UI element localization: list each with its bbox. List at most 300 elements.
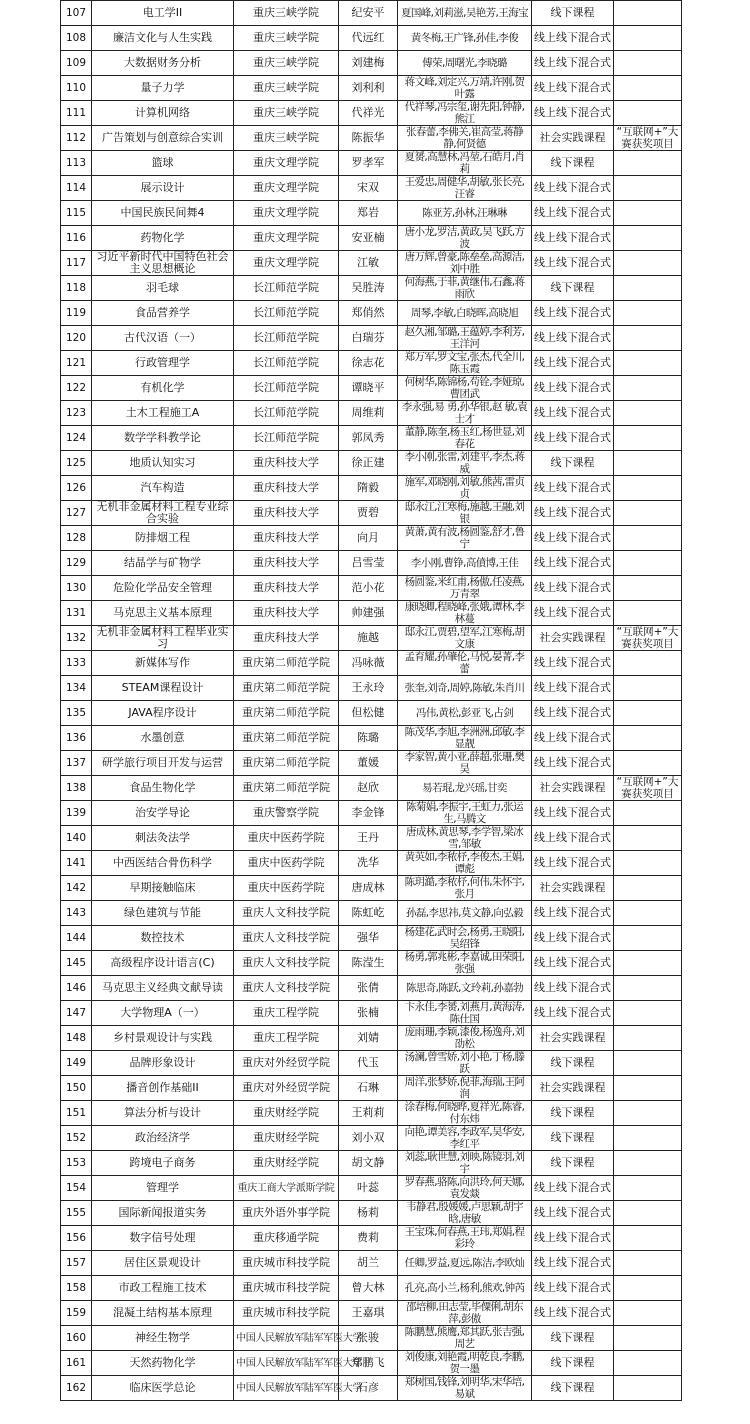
course-name-cell: 篮球 — [92, 151, 234, 176]
row-number-cell: 129 — [61, 551, 92, 576]
course-leader-cell: 徐正建 — [339, 451, 398, 476]
table-row — [61, 1, 682, 26]
remark-cell — [614, 26, 682, 51]
school-name-cell: 重庆第二师范学院 — [234, 651, 339, 676]
row-number-cell: 139 — [61, 801, 92, 826]
school-name-cell: 长江师范学院 — [234, 326, 339, 351]
course-leader-cell: 张楠 — [339, 1001, 398, 1026]
course-name-cell: 电工学II — [92, 1, 234, 26]
course-name-cell: 新媒体写作 — [92, 651, 234, 676]
school-name-cell: 重庆对外经贸学院 — [234, 1051, 339, 1076]
course-type-cell: 线上线下混合式 — [532, 376, 614, 401]
course-name-cell: 行政管理学 — [92, 351, 234, 376]
remark-cell — [614, 901, 682, 926]
table-row — [61, 1201, 682, 1226]
row-number-cell: 138 — [61, 776, 92, 801]
course-type-cell: 线上线下混合式 — [532, 651, 614, 676]
course-leader-cell: 刘建梅 — [339, 51, 398, 76]
table-row — [61, 976, 682, 1001]
remark-cell — [614, 701, 682, 726]
row-number-cell: 109 — [61, 51, 92, 76]
row-number-cell: 107 — [61, 1, 92, 26]
table-row — [61, 851, 682, 876]
team-members-cell: 杨勇,郭兆彬,李嘉诚,田荣阳,张强 — [398, 951, 532, 976]
course-type-cell: 线上线下混合式 — [532, 826, 614, 851]
course-leader-cell: 董媛 — [339, 751, 398, 776]
remark-cell — [614, 151, 682, 176]
row-number-cell: 136 — [61, 726, 92, 751]
remark-cell — [614, 1101, 682, 1126]
course-leader-cell: 白瑞芬 — [339, 326, 398, 351]
table-row — [61, 676, 682, 701]
course-leader-cell: 李金锋 — [339, 801, 398, 826]
remark-cell — [614, 801, 682, 826]
row-number-cell: 146 — [61, 976, 92, 1001]
remark-cell — [614, 1051, 682, 1076]
course-name-cell: 市政工程施工技术 — [92, 1276, 234, 1301]
course-type-cell: 线下课程 — [532, 1151, 614, 1176]
course-name-cell: 早期接触临床 — [92, 876, 234, 901]
team-members-cell: 黄冬梅,王广锋,孙佳,李俊 — [398, 26, 532, 51]
course-leader-cell: 陈滢生 — [339, 951, 398, 976]
course-name-cell: 展示设计 — [92, 176, 234, 201]
course-type-cell: 线下课程 — [532, 151, 614, 176]
course-leader-cell: 徐志花 — [339, 351, 398, 376]
course-leader-cell: 曾大林 — [339, 1276, 398, 1301]
remark-cell — [614, 1151, 682, 1176]
remark-cell — [614, 226, 682, 251]
course-type-cell: 线上线下混合式 — [532, 951, 614, 976]
course-type-cell: 线上线下混合式 — [532, 426, 614, 451]
table-row — [61, 1276, 682, 1301]
row-number-cell: 155 — [61, 1201, 92, 1226]
course-table — [60, 0, 682, 1401]
school-name-cell: 重庆科技大学 — [234, 476, 339, 501]
course-name-cell: 中国民族民间舞4 — [92, 201, 234, 226]
table-row — [61, 876, 682, 901]
table-row — [61, 26, 682, 51]
course-leader-cell: 吕雪莹 — [339, 551, 398, 576]
team-members-cell: 韦静君,殷媛媛,卢思颖,胡宇晗,唐敏 — [398, 1201, 532, 1226]
course-name-cell: 汽车构造 — [92, 476, 234, 501]
school-name-cell: 重庆工商大学派斯学院 — [234, 1176, 339, 1201]
team-members-cell: 董静,陈奎,杨玉红,杨世显,刘春花 — [398, 426, 532, 451]
course-type-cell: 线上线下混合式 — [532, 926, 614, 951]
course-leader-cell: 强华 — [339, 926, 398, 951]
school-name-cell: 长江师范学院 — [234, 401, 339, 426]
school-name-cell: 重庆第二师范学院 — [234, 726, 339, 751]
school-name-cell: 重庆财经学院 — [234, 1151, 339, 1176]
school-name-cell: 重庆科技大学 — [234, 576, 339, 601]
school-name-cell: 重庆科技大学 — [234, 451, 339, 476]
remark-cell — [614, 326, 682, 351]
course-type-cell: 线下课程 — [532, 276, 614, 301]
remark-cell — [614, 426, 682, 451]
remark-cell — [614, 1, 682, 26]
team-members-cell: 孟育耀,孙肇伦,马悦,晏菁,李蕾 — [398, 651, 532, 676]
table-row — [61, 326, 682, 351]
course-name-cell: 无机非金属材料工程毕业实习 — [92, 626, 234, 651]
course-name-cell: 防排烟工程 — [92, 526, 234, 551]
row-number-cell: 124 — [61, 426, 92, 451]
school-name-cell: 重庆中医药学院 — [234, 826, 339, 851]
course-type-cell: 社会实践课程 — [532, 1026, 614, 1051]
course-name-cell: 食品营养学 — [92, 301, 234, 326]
remark-cell — [614, 201, 682, 226]
school-name-cell: 重庆城市科技学院 — [234, 1251, 339, 1276]
remark-cell — [614, 526, 682, 551]
table-row — [61, 1176, 682, 1201]
remark-cell — [614, 1301, 682, 1326]
team-members-cell: 任卿,罗益,夏远,陈洁,李欧灿 — [398, 1251, 532, 1276]
course-name-cell: 居住区景观设计 — [92, 1251, 234, 1276]
course-type-cell: 线上线下混合式 — [532, 1251, 614, 1276]
remark-cell — [614, 1176, 682, 1201]
table-row — [61, 301, 682, 326]
table-row — [61, 351, 682, 376]
course-leader-cell: 郭凤秀 — [339, 426, 398, 451]
team-members-cell: 蒋文峰,刘定兴,万靖,许刚,贺叶露 — [398, 76, 532, 101]
school-name-cell: 重庆科技大学 — [234, 551, 339, 576]
team-members-cell: 何树华,陈锦杨,苟铨,李娅琼,曹团武 — [398, 376, 532, 401]
course-leader-cell: 陈璐 — [339, 726, 398, 751]
table-row — [61, 901, 682, 926]
row-number-cell: 162 — [61, 1376, 92, 1401]
remark-cell — [614, 951, 682, 976]
team-members-cell: 代祥琴,冯宗玺,谢先阳,钟静,熊江 — [398, 101, 532, 126]
course-name-cell: 食品生物化学 — [92, 776, 234, 801]
table-row — [61, 101, 682, 126]
row-number-cell: 137 — [61, 751, 92, 776]
row-number-cell: 120 — [61, 326, 92, 351]
course-type-cell: 线下课程 — [532, 1, 614, 26]
course-type-cell: 线上线下混合式 — [532, 1301, 614, 1326]
table-row — [61, 576, 682, 601]
school-name-cell: 重庆科技大学 — [234, 601, 339, 626]
course-leader-cell: 冯咏薇 — [339, 651, 398, 676]
remark-cell — [614, 751, 682, 776]
course-name-cell: 廉洁文化与人生实践 — [92, 26, 234, 51]
table-row — [61, 951, 682, 976]
row-number-cell: 161 — [61, 1351, 92, 1376]
school-name-cell: 重庆财经学院 — [234, 1101, 339, 1126]
school-name-cell: 长江师范学院 — [234, 426, 339, 451]
row-number-cell: 160 — [61, 1326, 92, 1351]
school-name-cell: 重庆三峡学院 — [234, 51, 339, 76]
remark-cell — [614, 1376, 682, 1401]
school-name-cell: 重庆工程学院 — [234, 1026, 339, 1051]
course-name-cell: 研学旅行项目开发与运营 — [92, 751, 234, 776]
remark-cell — [614, 451, 682, 476]
course-name-cell: 天然药物化学 — [92, 1351, 234, 1376]
team-members-cell: 黄英如,李秾杼,李俊杰,王娟,谭彪 — [398, 851, 532, 876]
table-row — [61, 1126, 682, 1151]
table-row — [61, 226, 682, 251]
row-number-cell: 110 — [61, 76, 92, 101]
course-type-cell: 线上线下混合式 — [532, 851, 614, 876]
remark-cell — [614, 1026, 682, 1051]
course-name-cell: 数控技术 — [92, 926, 234, 951]
school-name-cell: 重庆科技大学 — [234, 626, 339, 651]
table-row — [61, 1101, 682, 1126]
course-name-cell: 治安学导论 — [92, 801, 234, 826]
course-type-cell: 线上线下混合式 — [532, 326, 614, 351]
remark-cell — [614, 1351, 682, 1376]
team-members-cell: 冯伟,黄松,彭亚飞,占剑 — [398, 701, 532, 726]
course-leader-cell: 代玉 — [339, 1051, 398, 1076]
team-members-cell: 向艳,谭美容,李政军,吴华安,李红平 — [398, 1126, 532, 1151]
table-row — [61, 1326, 682, 1351]
team-members-cell: 陈亚芳,孙林,汪琳琳 — [398, 201, 532, 226]
course-type-cell: 线上线下混合式 — [532, 1001, 614, 1026]
school-name-cell: 重庆人文科技学院 — [234, 951, 339, 976]
team-members-cell: 王宝珠,何春燕,王玮,郑娟,程彩玲 — [398, 1226, 532, 1251]
school-name-cell: 重庆文理学院 — [234, 251, 339, 276]
team-members-cell: 孔亮,高小兰,杨利,熊欢,钟芮 — [398, 1276, 532, 1301]
course-leader-cell: 唐成林 — [339, 876, 398, 901]
course-leader-cell: 向月 — [339, 526, 398, 551]
row-number-cell: 145 — [61, 951, 92, 976]
school-name-cell: 重庆文理学院 — [234, 226, 339, 251]
course-name-cell: 无机非金属材料工程专业综合实验 — [92, 501, 234, 526]
team-members-cell: 周洋,张梦娇,倪菲,海瑞,王阿润 — [398, 1076, 532, 1101]
remark-cell — [614, 1076, 682, 1101]
row-number-cell: 141 — [61, 851, 92, 876]
course-type-cell: 线上线下混合式 — [532, 251, 614, 276]
table-row — [61, 776, 682, 801]
row-number-cell: 111 — [61, 101, 92, 126]
school-name-cell: 重庆城市科技学院 — [234, 1276, 339, 1301]
course-name-cell: 政治经济学 — [92, 1126, 234, 1151]
course-leader-cell: 王丹 — [339, 826, 398, 851]
course-leader-cell: 但松健 — [339, 701, 398, 726]
course-type-cell: 线上线下混合式 — [532, 201, 614, 226]
course-type-cell: 社会实践课程 — [532, 126, 614, 151]
table-row — [61, 451, 682, 476]
course-leader-cell: 周维莉 — [339, 401, 398, 426]
course-type-cell: 线上线下混合式 — [532, 501, 614, 526]
table-row — [61, 1376, 682, 1401]
remark-cell — [614, 376, 682, 401]
course-type-cell: 线上线下混合式 — [532, 801, 614, 826]
course-type-cell: 线上线下混合式 — [532, 176, 614, 201]
remark-cell — [614, 51, 682, 76]
remark-cell: “互联网+”大赛获奖项目 — [614, 126, 682, 151]
school-name-cell: 重庆财经学院 — [234, 1126, 339, 1151]
team-members-cell: 陈玥澔,李秾杼,何伟,朱怀宇,张月 — [398, 876, 532, 901]
table-row — [61, 401, 682, 426]
course-leader-cell: 刘利利 — [339, 76, 398, 101]
team-members-cell: 涂春梅,何晓晔,夏祥光,陈睿,付东炜 — [398, 1101, 532, 1126]
remark-cell — [614, 101, 682, 126]
course-type-cell: 线上线下混合式 — [532, 101, 614, 126]
team-members-cell: 赵久湘,邹璐,王蕴婷,李利芳,王洋河 — [398, 326, 532, 351]
course-name-cell: 高级程序设计语言(C) — [92, 951, 234, 976]
course-name-cell: 药物化学 — [92, 226, 234, 251]
course-name-cell: JAVA程序设计 — [92, 701, 234, 726]
row-number-cell: 121 — [61, 351, 92, 376]
course-name-cell: 数字信号处理 — [92, 1226, 234, 1251]
course-leader-cell: 施越 — [339, 626, 398, 651]
row-number-cell: 148 — [61, 1026, 92, 1051]
team-members-cell: 汤澜,曾雪娇,刘小艳,丁杨,滕跃 — [398, 1051, 532, 1076]
school-name-cell: 重庆第二师范学院 — [234, 751, 339, 776]
school-name-cell: 重庆城市科技学院 — [234, 1301, 339, 1326]
course-type-cell: 线上线下混合式 — [532, 226, 614, 251]
course-leader-cell: 郑鹏飞 — [339, 1351, 398, 1376]
team-members-cell: 郑万军,罗文宝,张杰,代全川,陈玉霞 — [398, 351, 532, 376]
school-name-cell: 重庆工程学院 — [234, 1001, 339, 1026]
table-row — [61, 251, 682, 276]
row-number-cell: 133 — [61, 651, 92, 676]
school-name-cell: 重庆三峡学院 — [234, 126, 339, 151]
course-name-cell: 国际新闻报道实务 — [92, 1201, 234, 1226]
school-name-cell: 中国人民解放军陆军军医大学 — [234, 1376, 339, 1401]
course-name-cell: 量子力学 — [92, 76, 234, 101]
course-name-cell: 临床医学总论 — [92, 1376, 234, 1401]
remark-cell: “互联网+”大赛获奖项目 — [614, 626, 682, 651]
course-name-cell: 乡村景观设计与实践 — [92, 1026, 234, 1051]
course-name-cell: 中西医结合骨伤科学 — [92, 851, 234, 876]
team-members-cell: 唐成林,黄思琴,李学智,梁冰雪,邹敏 — [398, 826, 532, 851]
row-number-cell: 150 — [61, 1076, 92, 1101]
course-name-cell: 绿色建筑与节能 — [92, 901, 234, 926]
remark-cell — [614, 501, 682, 526]
school-name-cell: 中国人民解放军陆军军医大学 — [234, 1351, 339, 1376]
course-name-cell: 水墨创意 — [92, 726, 234, 751]
course-type-cell: 线上线下混合式 — [532, 726, 614, 751]
course-leader-cell: 石琳 — [339, 1076, 398, 1101]
table-row — [61, 751, 682, 776]
course-leader-cell: 刘小双 — [339, 1126, 398, 1151]
course-name-cell: 大学物理A（一） — [92, 1001, 234, 1026]
table-row — [61, 476, 682, 501]
school-name-cell: 重庆第二师范学院 — [234, 776, 339, 801]
course-type-cell: 线下课程 — [532, 451, 614, 476]
table-row — [61, 1226, 682, 1251]
team-members-cell: 杨建花,武时会,杨勇,王晓阳,吴绍锋 — [398, 926, 532, 951]
team-members-cell: 陈菊娟,李振宇,王虹力,张运生,马腾文 — [398, 801, 532, 826]
school-name-cell: 重庆移通学院 — [234, 1226, 339, 1251]
team-members-cell: 杨圆鉴,米红甫,杨傲,任凌燕,万青翠 — [398, 576, 532, 601]
course-type-cell: 线上线下混合式 — [532, 1276, 614, 1301]
row-number-cell: 122 — [61, 376, 92, 401]
row-number-cell: 114 — [61, 176, 92, 201]
course-type-cell: 线上线下混合式 — [532, 476, 614, 501]
course-leader-cell: 张骏 — [339, 1326, 398, 1351]
course-name-cell: 古代汉语（一） — [92, 326, 234, 351]
course-type-cell: 线上线下混合式 — [532, 526, 614, 551]
course-name-cell: 播音创作基础II — [92, 1076, 234, 1101]
course-leader-cell: 胡文静 — [339, 1151, 398, 1176]
row-number-cell: 131 — [61, 601, 92, 626]
course-name-cell: 大数据财务分析 — [92, 51, 234, 76]
course-type-cell: 线下课程 — [532, 1051, 614, 1076]
table-row — [61, 1351, 682, 1376]
row-number-cell: 123 — [61, 401, 92, 426]
remark-cell — [614, 1126, 682, 1151]
table-row — [61, 826, 682, 851]
course-type-cell: 线上线下混合式 — [532, 401, 614, 426]
row-number-cell: 142 — [61, 876, 92, 901]
table-row — [61, 1301, 682, 1326]
team-members-cell: 周琴,李敏,白晓晖,高晓旭 — [398, 301, 532, 326]
course-leader-cell: 胡兰 — [339, 1251, 398, 1276]
table-row — [61, 651, 682, 676]
course-type-cell: 社会实践课程 — [532, 776, 614, 801]
remark-cell — [614, 676, 682, 701]
course-name-cell: 马克思主义基本原理 — [92, 601, 234, 626]
school-name-cell: 重庆警察学院 — [234, 801, 339, 826]
team-members-cell: 邵培柳,田志莹,毕僳俐,胡东萍,彭傲 — [398, 1301, 532, 1326]
table-row — [61, 926, 682, 951]
course-type-cell: 线下课程 — [532, 1326, 614, 1351]
course-leader-cell: 王莉莉 — [339, 1101, 398, 1126]
team-members-cell: 王爱忠,周健华,胡敏,张长亮,汪睿 — [398, 176, 532, 201]
table-row — [61, 701, 682, 726]
course-leader-cell: 郑岩 — [339, 201, 398, 226]
row-number-cell: 132 — [61, 626, 92, 651]
team-members-cell: 罗春燕,骆陈,向洪玲,何天娜,袁发燚 — [398, 1176, 532, 1201]
course-type-cell: 线上线下混合式 — [532, 1176, 614, 1201]
team-members-cell: 陈茂华,李旭,李洲洲,邱敏,李显靓 — [398, 726, 532, 751]
course-leader-cell: 安亚楠 — [339, 226, 398, 251]
course-name-cell: 广告策划与创意综合实训 — [92, 126, 234, 151]
team-members-cell: 李小刚,张雷,刘建平,李杰,蒋威 — [398, 451, 532, 476]
course-leader-cell: 吴胜涛 — [339, 276, 398, 301]
row-number-cell: 125 — [61, 451, 92, 476]
course-type-cell: 线下课程 — [532, 1376, 614, 1401]
remark-cell — [614, 826, 682, 851]
course-name-cell: 习近平新时代中国特色社会主义思想概论 — [92, 251, 234, 276]
school-name-cell: 长江师范学院 — [234, 276, 339, 301]
course-name-cell: 计算机网络 — [92, 101, 234, 126]
remark-cell — [614, 926, 682, 951]
course-leader-cell: 陈振华 — [339, 126, 398, 151]
course-leader-cell: 王嘉琪 — [339, 1301, 398, 1326]
course-leader-cell: 赵欣 — [339, 776, 398, 801]
course-name-cell: 管理学 — [92, 1176, 234, 1201]
team-members-cell: 施军,邓晓刚,刘敏,熊茜,雷贞贞 — [398, 476, 532, 501]
course-type-cell: 线下课程 — [532, 1101, 614, 1126]
table-row — [61, 801, 682, 826]
school-name-cell: 重庆三峡学院 — [234, 101, 339, 126]
remark-cell — [614, 551, 682, 576]
team-members-cell: 唐万辉,曾豪,陈垒垒,高源洁,刘中胜 — [398, 251, 532, 276]
course-leader-cell: 宋双 — [339, 176, 398, 201]
school-name-cell: 重庆三峡学院 — [234, 26, 339, 51]
remark-cell — [614, 601, 682, 626]
team-members-cell: 唐小龙,罗洁,黄政,吴飞跃,方波 — [398, 226, 532, 251]
course-name-cell: 品牌形象设计 — [92, 1051, 234, 1076]
course-type-cell: 社会实践课程 — [532, 876, 614, 901]
team-members-cell: 郑树国,钱锋,刘明华,宋华培,易斌 — [398, 1376, 532, 1401]
course-name-cell: 有机化学 — [92, 376, 234, 401]
course-leader-cell: 贾碧 — [339, 501, 398, 526]
table-row — [61, 126, 682, 151]
remark-cell — [614, 576, 682, 601]
remark-cell — [614, 476, 682, 501]
row-number-cell: 117 — [61, 251, 92, 276]
team-members-cell: 刘蕊,耿世慧,刘映,陈镜羽,刘宇 — [398, 1151, 532, 1176]
course-type-cell: 线上线下混合式 — [532, 701, 614, 726]
course-type-cell: 线上线下混合式 — [532, 26, 614, 51]
school-name-cell: 重庆科技大学 — [234, 526, 339, 551]
table-row — [61, 176, 682, 201]
team-members-cell: 夏国峰,刘莉滋,吴艳芳,王海宝 — [398, 1, 532, 26]
course-leader-cell: 叶蕊 — [339, 1176, 398, 1201]
course-leader-cell: 王永玲 — [339, 676, 398, 701]
